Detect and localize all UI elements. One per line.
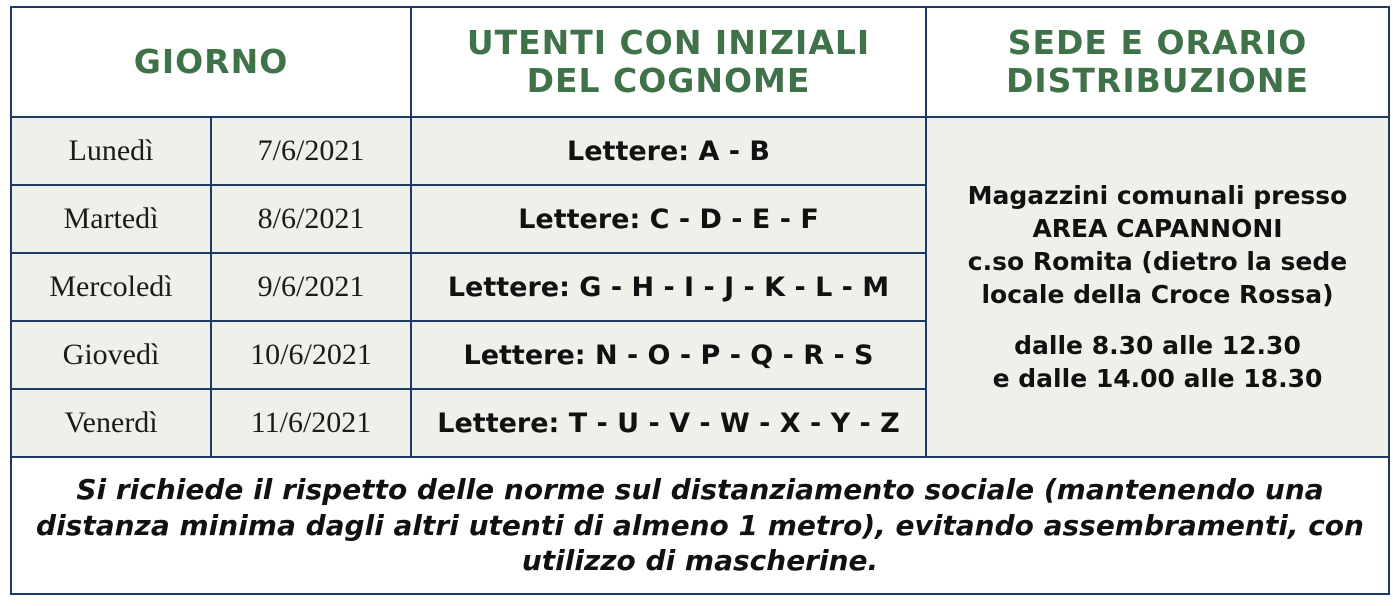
row-letters: Lettere: C - D - E - F — [411, 185, 926, 253]
venue-line-1: Magazzini comunali presso — [967, 181, 1348, 210]
venue-spacer — [927, 311, 1388, 329]
row-day: Venerdì — [11, 389, 211, 457]
row-letters: Lettere: G - H - I - J - K - L - M — [411, 253, 926, 321]
header-users-line1: UTENTI CON INIZIALI — [466, 23, 871, 63]
row-date: 10/6/2021 — [211, 321, 411, 389]
row-letters: Lettere: A - B — [411, 117, 926, 185]
header-venue — [926, 7, 1389, 117]
venue-hours-1: dalle 8.30 alle 12.30 — [1014, 331, 1301, 360]
table-note-row — [11, 457, 1389, 594]
header-users — [411, 7, 926, 117]
header-venue-line1: SEDE E ORARIO — [1007, 23, 1308, 63]
header-day: GIORNO — [11, 7, 411, 117]
distribution-schedule-poster — [0, 6, 1393, 606]
table-row — [11, 117, 1389, 185]
row-letters: Lettere: T - U - V - W - X - Y - Z — [411, 389, 926, 457]
schedule-table — [10, 6, 1390, 595]
venue-line-4: locale della Croce Rossa) — [981, 280, 1334, 309]
header-venue-line2: DISTRIBUZIONE — [1005, 61, 1309, 100]
row-date: 8/6/2021 — [211, 185, 411, 253]
row-date: 11/6/2021 — [211, 389, 411, 457]
venue-line-2: AREA CAPANNONI — [1032, 214, 1283, 243]
row-day: Martedì — [11, 185, 211, 253]
row-date: 9/6/2021 — [211, 253, 411, 321]
row-day: Mercoledì — [11, 253, 211, 321]
row-day: Lunedì — [11, 117, 211, 185]
row-day: Giovedì — [11, 321, 211, 389]
venue-hours-2: e dalle 14.00 alle 18.30 — [992, 364, 1323, 393]
venue-line-3: c.so Romita (dietro la sede — [967, 247, 1348, 276]
header-users-line2: DEL COGNOME — [526, 61, 811, 100]
venue-info — [926, 117, 1389, 457]
row-date: 7/6/2021 — [211, 117, 411, 185]
table-header-row — [11, 7, 1389, 117]
distancing-note: Si richiede il rispetto delle norme sul distanziamento sociale (mantenendo una distanza minima dagli altri utenti di almeno 1 metro), evitando assembramenti, con utilizzo di mascherine. — [11, 457, 1389, 594]
row-letters: Lettere: N - O - P - Q - R - S — [411, 321, 926, 389]
